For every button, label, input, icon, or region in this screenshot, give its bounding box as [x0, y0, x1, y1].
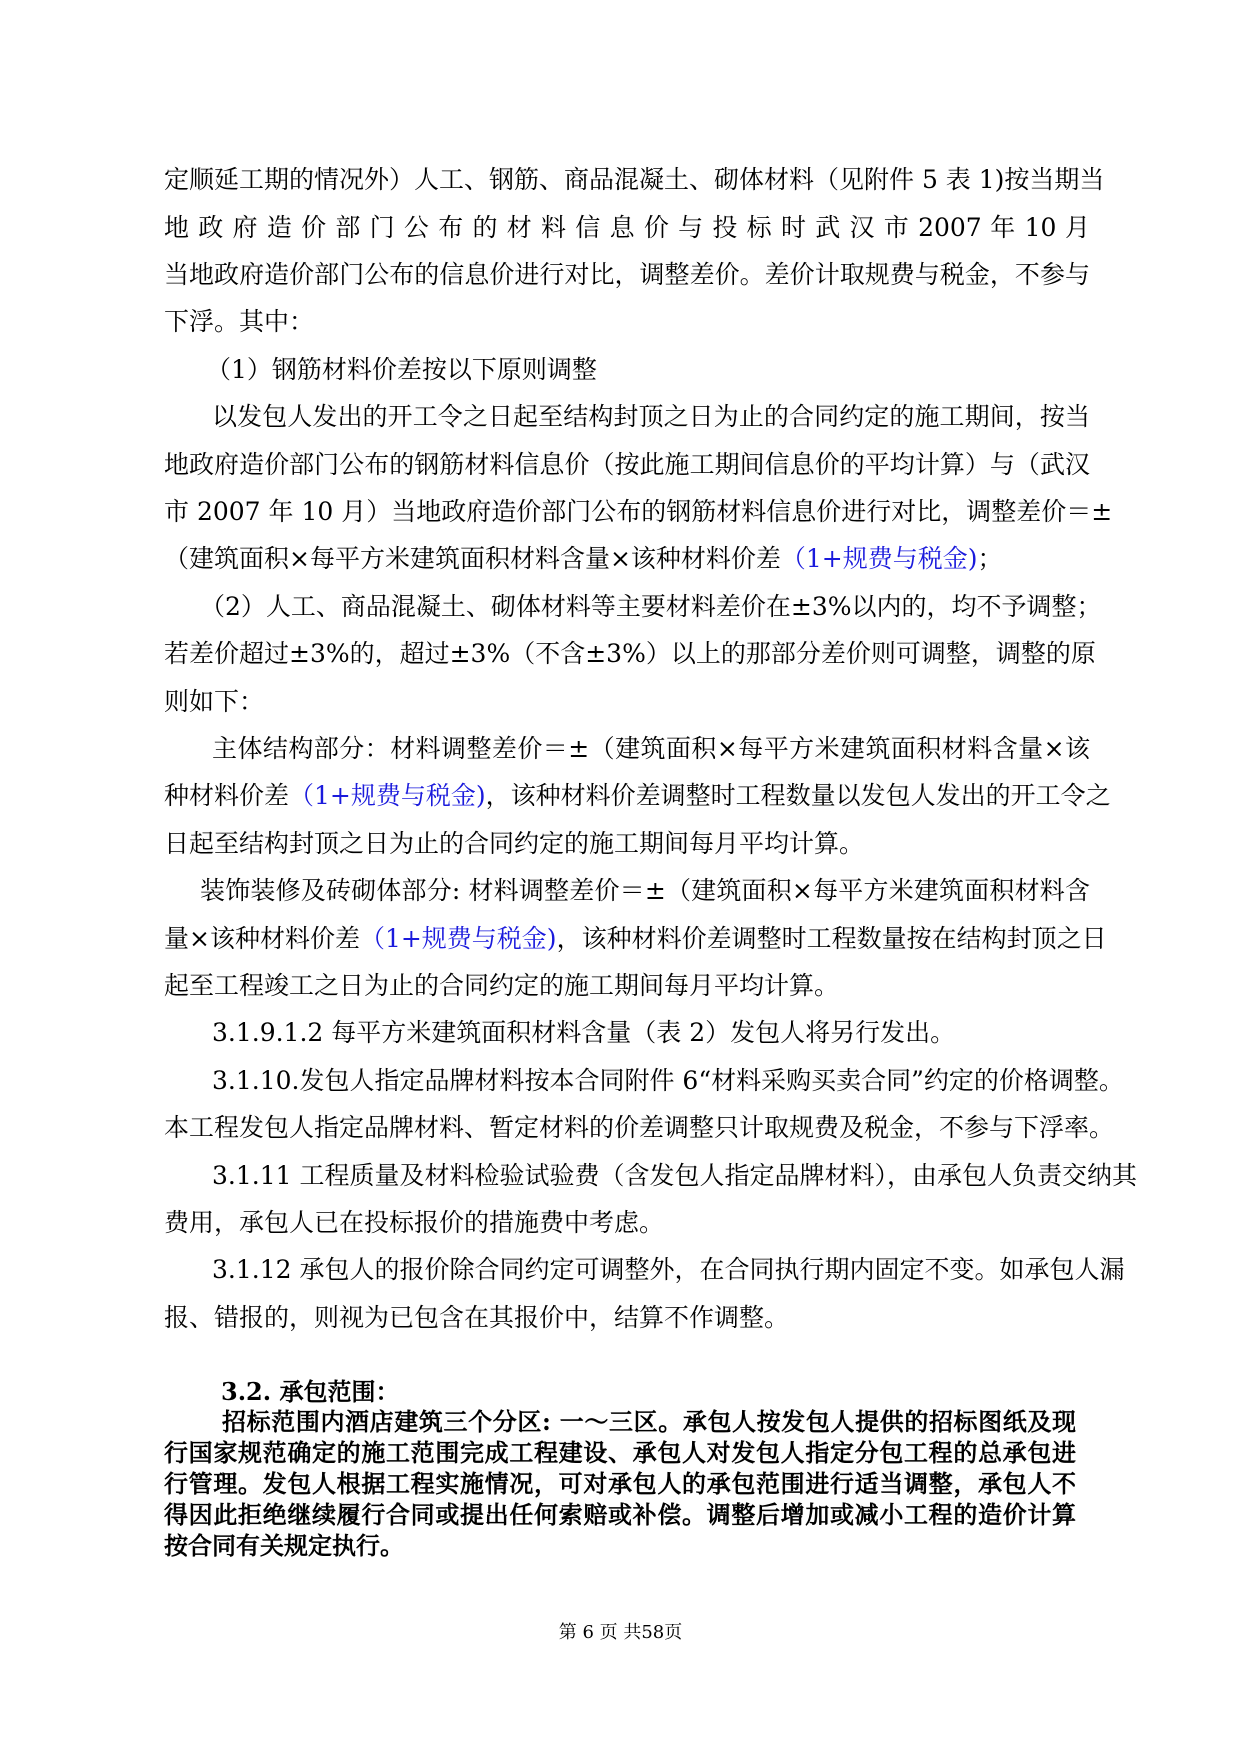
paragraph-line: （1）钢筋材料价差按以下原则调整 — [206, 355, 597, 384]
text-run: 种材料价差 — [164, 781, 290, 810]
text-run: ，该种材料价差调整时工程数量以发包人发出的开工令之 — [485, 781, 1111, 810]
paragraph-line: 以发包人发出的开工令之日起至结构封顶之日为止的合同约定的施工期间，按当 — [212, 402, 1090, 431]
section-body-line: 行管理。发包人根据工程实施情况，可对承包人的承包范围进行适当调整，承包人不 — [164, 1469, 1076, 1498]
paragraph-line: （2）人工、商品混凝土、砌体材料等主要材料差价在±3%以内的，均不予调整； — [200, 592, 1102, 621]
text-run: （建筑面积×每平方米建筑面积材料含量×该种材料价差 — [164, 544, 781, 573]
paragraph-line: 主体结构部分：材料调整差价＝±（建筑面积×每平方米建筑面积材料含量×该 — [212, 734, 1090, 763]
paragraph-line: 定顺延工期的情况外）人工、钢筋、商品混凝土、砌体材料（见附件 5 表 1)按当期当 — [164, 165, 1105, 194]
paragraph-line: 若差价超过±3%的，超过±3%（不含±3%）以上的那部分差价则可调整，调整的原 — [164, 639, 1096, 668]
paragraph-line: 则如下： — [164, 687, 265, 716]
highlighted-text: （1+规费与税金) — [289, 781, 486, 810]
paragraph-line: 地政府造价部门公布的钢筋材料信息价（按此施工期间信息价的平均计算）与（武汉 — [164, 450, 1090, 479]
section-heading: 3.2. 承包范围： — [221, 1377, 400, 1406]
paragraph-line — [164, 780, 1111, 812]
section-body-line: 行国家规范确定的施工范围完成工程建设、承包人对发包人指定分包工程的总承包进 — [164, 1438, 1076, 1467]
section-body-line: 得因此拒绝继续履行合同或提出任何索赔或补偿。调整后增加或减小工程的造价计算 — [164, 1500, 1076, 1529]
paragraph-line: 市 2007 年 10 月）当地政府造价部门公布的钢筋材料信息价进行对比，调整差价＝± — [164, 497, 1113, 526]
paragraph-line: 起至工程竣工之日为止的合同约定的施工期间每月平均计算。 — [164, 971, 840, 1000]
paragraph-line — [164, 923, 1107, 955]
text-run: 量×该种材料价差 — [164, 924, 360, 953]
section-body-line: 按合同有关规定执行。 — [164, 1531, 404, 1560]
paragraph-line: 3.1.11 工程质量及材料检验试验费（含发包人指定品牌材料），由承包人负责交纳其 — [212, 1161, 1137, 1190]
paragraph-line: 本工程发包人指定品牌材料、暂定材料的价差调整只计取规费及税金，不参与下浮率。 — [164, 1113, 1115, 1142]
paragraph-line: 日起至结构封顶之日为止的合同约定的施工期间每月平均计算。 — [164, 829, 865, 858]
paragraph-line: 下浮。其中： — [164, 307, 315, 336]
page-footer: 第 6 页 共58页 — [558, 1622, 683, 1643]
paragraph-line: 费用，承包人已在投标报价的措施费中考虑。 — [164, 1208, 665, 1237]
paragraph-line: 地 政 府 造 价 部 门 公 布 的 材 料 信 息 价 与 投 标 时 武 汉 市 2007 年 10 月 — [164, 213, 1090, 242]
section-body-line: 招标范围内酒店建筑三个分区: 一～三区。承包人按发包人提供的招标图纸及现 — [222, 1407, 1076, 1436]
paragraph-line: 当地政府造价部门公布的信息价进行对比，调整差价。差价计取规费与税金，不参与 — [164, 260, 1090, 289]
text-run: ； — [977, 544, 1003, 573]
text-run: ，该种材料价差调整时工程数量按在结构封顶之日 — [556, 924, 1107, 953]
highlighted-text: （1+规费与税金) — [780, 544, 978, 573]
paragraph-line: 3.1.12 承包人的报价除合同约定可调整外，在合同执行期内固定不变。如承包人漏 — [212, 1255, 1125, 1284]
paragraph-line: 3.1.10.发包人指定品牌材料按本合同附件 6“材料采购买卖合同”约定的价格调整。 — [212, 1066, 1124, 1095]
highlighted-text: （1+规费与税金) — [359, 924, 557, 953]
paragraph-line — [164, 543, 1003, 575]
paragraph-line: 装饰装修及砖砌体部分: 材料调整差价＝±（建筑面积×每平方米建筑面积材料含 — [200, 876, 1090, 905]
paragraph-line: 报、错报的，则视为已包含在其报价中，结算不作调整。 — [164, 1303, 790, 1332]
paragraph-line: 3.1.9.1.2 每平方米建筑面积材料含量（表 2）发包人将另行发出。 — [212, 1018, 956, 1047]
